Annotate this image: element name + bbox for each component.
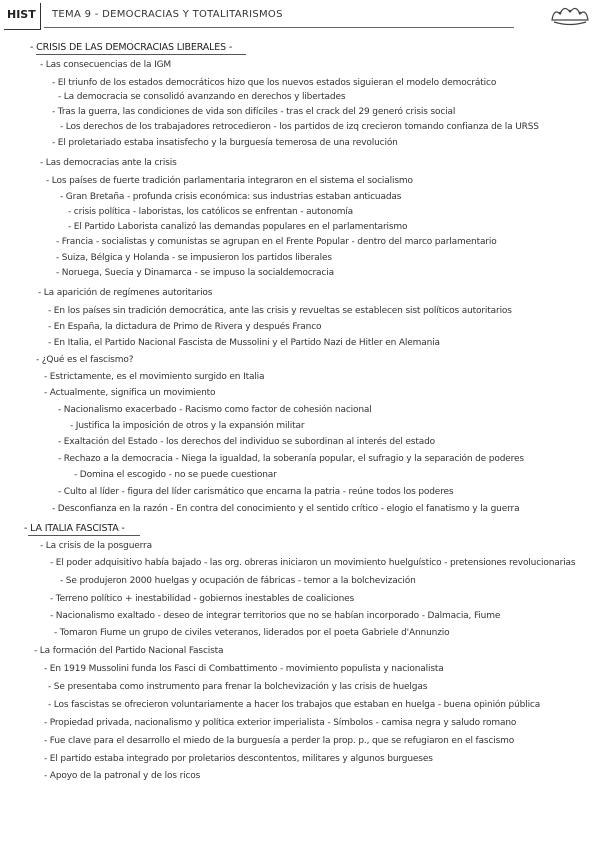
subheading-que-es-fascismo: - ¿Qué es el fascismo? [36, 355, 134, 365]
note-line: - Nacionalismo exacerbado - Racismo como factor de cohesión nacional [58, 405, 372, 415]
section-heading-democracias: - CRISIS DE LAS DEMOCRACIAS LIBERALES - [30, 42, 233, 53]
subheading-formacion-partido: - La formación del Partido Nacional Fascista [34, 646, 224, 656]
note-line: - Rechazo a la democracia - Niega la igualdad, la soberanía popular, el sufragio y la separación de poderes [58, 454, 524, 464]
subject-label: HIST [7, 8, 36, 21]
note-line: - Culto al líder - figura del líder carismático que encarna la patria - reúne todos los poderes [58, 487, 454, 497]
note-line: - Actualmente, significa un movimiento [44, 388, 216, 398]
note-line: - Los fascistas se ofrecieron voluntariamente a hacer los trabajos que estaban en huelga - buena opinión pública [48, 700, 541, 710]
note-line: - crisis política - laboristas, los católicos se enfrentan - autonomía [68, 207, 354, 217]
note-line: - En los países sin tradición democrática, ante las crisis y revueltas se establecen sist políticos autoritarios [48, 306, 512, 316]
subheading-consecuencias: - Las consecuencias de la IGM [40, 60, 172, 70]
note-line: - Domina el escogido - no se puede cuestionar [74, 470, 277, 480]
header-rule [44, 27, 514, 28]
note-line: - Se presentaba como instrumento para frenar la bolchevización y las crisis de huelgas [48, 682, 428, 692]
note-line: - Gran Bretaña - profunda crisis económica: sus industrias estaban anticuadas [60, 192, 402, 202]
note-line: - El partido estaba integrado por proletarios descontentos, militares y algunos burgueses [44, 754, 433, 764]
note-line: - Desconfianza en la razón - En contra del conocimiento y el sentido crítico - elogio el fanatismo y la guerra [52, 504, 520, 514]
note-line: - En Italia, el Partido Nacional Fascista de Mussolini y el Partido Nazi de Hitler en Alemania [48, 338, 440, 348]
note-line: - El Partido Laborista canalizó las demandas populares en el parlamentarismo [68, 222, 408, 232]
note-line: - El poder adquisitivo había bajado - las org. obreras iniciaron un movimiento huelguístico - pretensiones revolucionarias [50, 558, 576, 568]
note-line: - El triunfo de los estados democráticos hizo que los nuevos estados siguieran el modelo democrático [52, 78, 497, 88]
subheading-crisis-posguerra: - La crisis de la posguerra [40, 541, 152, 551]
note-line: - Francia - socialistas y comunistas se agrupan en el Frente Popular - dentro del marco parlamentario [56, 237, 497, 247]
note-line: - Fue clave para el desarrollo el miedo de la burguesía a perder la prop. p., que se refugiaron en el fascismo [44, 736, 515, 746]
note-line: - Propiedad privada, nacionalismo y política exterior imperialista - Símbolos - camisa negra y saludo romano [44, 718, 517, 728]
note-line: - El proletariado estaba insatisfecho y la burguesía temerosa de una revolución [52, 138, 398, 148]
note-line: - Nacionalismo exaltado - deseo de integrar territorios que no se habían incorporado - Dalmacia, Fiume [50, 611, 501, 621]
note-line: - Tomaron Fiume un grupo de civiles veteranos, liderados por el poeta Gabriele d'Annunzio [54, 628, 450, 638]
note-line: - Se produjeron 2000 huelgas y ocupación de fábricas - temor a la bolchevización [60, 576, 416, 586]
note-line: - Los países de fuerte tradición parlamentaria integraron en el sistema el socialismo [46, 176, 413, 186]
subheading-democracias-crisis: - Las democracias ante la crisis [40, 158, 177, 168]
note-line: - Justifica la imposición de otros y la expansión militar [70, 421, 305, 431]
note-line: - En España, la dictadura de Primo de Rivera y después Franco [48, 322, 322, 332]
note-line: - Terreno político + inestabilidad - gobiernos inestables de coaliciones [50, 594, 355, 604]
subheading-regimenes-autoritarios: - La aparición de regímenes autoritarios [38, 288, 213, 298]
page-title: TEMA 9 - DEMOCRACIAS Y TOTALITARISMOS [52, 9, 283, 20]
note-line: - Apoyo de la patronal y de los ricos [44, 771, 201, 781]
note-line: - Exaltación del Estado - los derechos del individuo se subordinan al interés del estado [58, 437, 435, 447]
note-line: - Los derechos de los trabajadores retrocedieron - los partidos de izq crecieron tomando confianza de la URSS [60, 122, 539, 132]
note-line: - Estrictamente, es el movimiento surgido en Italia [44, 372, 265, 382]
note-line: - La democracia se consolidó avanzando en derechos y libertades [58, 92, 346, 102]
heading-underline [36, 54, 246, 55]
note-line: - Suiza, Bélgica y Holanda - se impusieron los partidos liberales [56, 253, 332, 263]
section-heading-italia-fascista: - LA ITALIA FASCISTA - [24, 523, 125, 534]
crown-doodle-icon [548, 0, 592, 28]
note-line: - Noruega, Suecia y Dinamarca - se impuso la socialdemocracia [56, 268, 334, 278]
note-line: - Tras la guerra, las condiciones de vida son difíciles - tras el crack del 29 generó crisis social [52, 107, 456, 117]
heading-underline [28, 535, 140, 536]
note-line: - En 1919 Mussolini funda los Fasci di Combattimento - movimiento populista y nacionalista [44, 664, 444, 674]
